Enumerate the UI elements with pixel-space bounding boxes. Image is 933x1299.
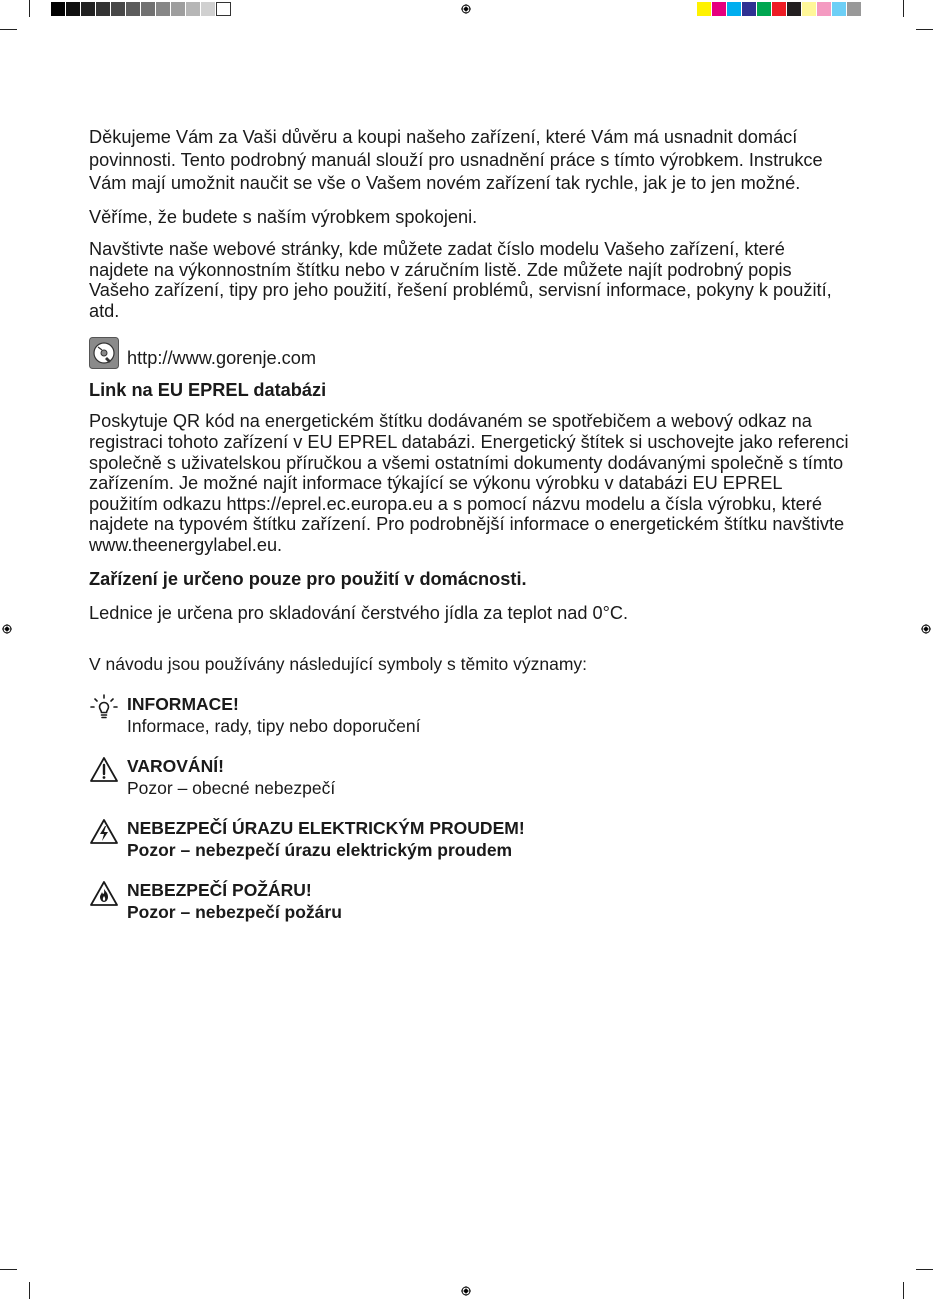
crop-mark <box>29 1282 30 1299</box>
symbol-item-information <box>89 693 849 737</box>
symbol-description: Pozor – obecné nebezpečí <box>127 777 336 798</box>
manual-page-content <box>89 126 849 923</box>
eprel-paragraph: Poskytuje QR kód na energetickém štítku dodávaném se spotřebičem a webový odkaz na registraci tohoto zařízení v EU EPREL databázi. Energetický štítek si uschovejte jako referenci společně s uživatelskou příručkou a všemi ostatními dokumenty dodávanými společně s tímto zařízením. Je možné najít informace týkající se výkonu výrobku v databázi EU EPREL použitím odkazu https://eprel.ec.europa.eu a s pomocí názvu modelu a čísla výrobku, které najdete na typovém štítku zařízení. Pro podrobnější informace o energetickém štítku navštivte www.theenergylabel.eu. <box>89 411 849 555</box>
usage-paragraph: Lednice je určena pro skladování čerstvého jídla za teplot nad 0°C. <box>89 602 629 623</box>
registration-mark <box>461 4 471 14</box>
registration-mark <box>461 1286 471 1296</box>
gray-swatch <box>126 2 141 16</box>
symbol-description: Pozor – nebezpečí úrazu elektrickým proudem <box>127 839 513 860</box>
symbol-title: NEBEZPEČÍ ÚRAZU ELEKTRICKÝM PROUDEM! <box>127 817 525 838</box>
warning-icon <box>89 755 119 785</box>
electric-shock-icon <box>89 817 119 847</box>
gray-swatch <box>111 2 126 16</box>
crop-mark <box>903 0 904 17</box>
symbol-item-electric <box>89 817 849 861</box>
gray-swatch <box>81 2 96 16</box>
registration-mark <box>2 624 12 634</box>
satisfaction-paragraph: Věříme, že budete s naším výrobkem spokojeni. <box>89 207 478 227</box>
symbol-item-fire <box>89 879 849 923</box>
grayscale-bar <box>51 2 231 16</box>
website-link[interactable]: http://www.gorenje.com <box>127 348 317 369</box>
crop-mark <box>916 29 933 30</box>
gray-swatch <box>66 2 81 16</box>
eprel-heading: Link na EU EPREL databázi <box>89 380 327 401</box>
color-swatch <box>817 2 832 16</box>
color-swatch <box>772 2 787 16</box>
lightbulb-icon <box>89 693 119 723</box>
crop-mark <box>916 1269 933 1270</box>
symbols-intro: V návodu jsou používány následující symboly s těmito významy: <box>89 653 588 674</box>
color-swatch <box>787 2 802 16</box>
gray-swatch <box>96 2 111 16</box>
color-swatch <box>742 2 757 16</box>
website-paragraph: Navštivte naše webové stránky, kde můžete zadat číslo modelu Vašeho zařízení, které najdete na výkonnostním štítku nebo v záručním listě. Zde můžete najít podrobný popis Vašeho zařízení, tipy pro jeho použití, řešení problémů, servisní informace, pokyny k použití, atd. <box>89 239 832 321</box>
color-swatch <box>727 2 742 16</box>
gray-swatch <box>51 2 66 16</box>
symbol-description: Informace, rady, tipy nebo doporučení <box>127 715 421 736</box>
web-disc-icon <box>89 337 119 369</box>
crop-mark <box>0 29 17 30</box>
gray-swatch <box>186 2 201 16</box>
symbol-description: Pozor – nebezpečí požáru <box>127 901 342 922</box>
symbol-item-warning <box>89 755 849 799</box>
usage-heading: Zařízení je určeno pouze pro použití v domácnosti. <box>89 568 527 589</box>
gray-swatch <box>216 2 231 16</box>
intro-paragraph: Děkujeme Vám za Vaši důvěru a koupi našeho zařízení, které Vám má usnadnit domácí povinnosti. Tento podrobný manuál slouží pro usnadnění práce s tímto výrobkem. Instrukce Vám mají umožnit naučit se vše o Vašem novém zařízení tak rychle, jak je to jen možné. <box>89 127 823 193</box>
crop-mark <box>0 1269 17 1270</box>
color-swatch <box>757 2 772 16</box>
color-swatch <box>802 2 817 16</box>
website-row <box>89 335 849 369</box>
gray-swatch <box>141 2 156 16</box>
color-swatch <box>832 2 847 16</box>
fire-hazard-icon <box>89 879 119 909</box>
crop-mark <box>29 0 30 17</box>
color-swatch <box>697 2 712 16</box>
gray-swatch <box>156 2 171 16</box>
color-swatch <box>847 2 862 16</box>
symbol-title: NEBEZPEČÍ POŽÁRU! <box>127 879 312 900</box>
color-calibration-bar <box>697 2 862 16</box>
gray-swatch <box>171 2 186 16</box>
color-swatch <box>712 2 727 16</box>
gray-swatch <box>201 2 216 16</box>
registration-mark <box>921 624 931 634</box>
symbol-title: INFORMACE! <box>127 693 239 714</box>
symbol-title: VAROVÁNÍ! <box>127 755 224 776</box>
crop-mark <box>903 1282 904 1299</box>
